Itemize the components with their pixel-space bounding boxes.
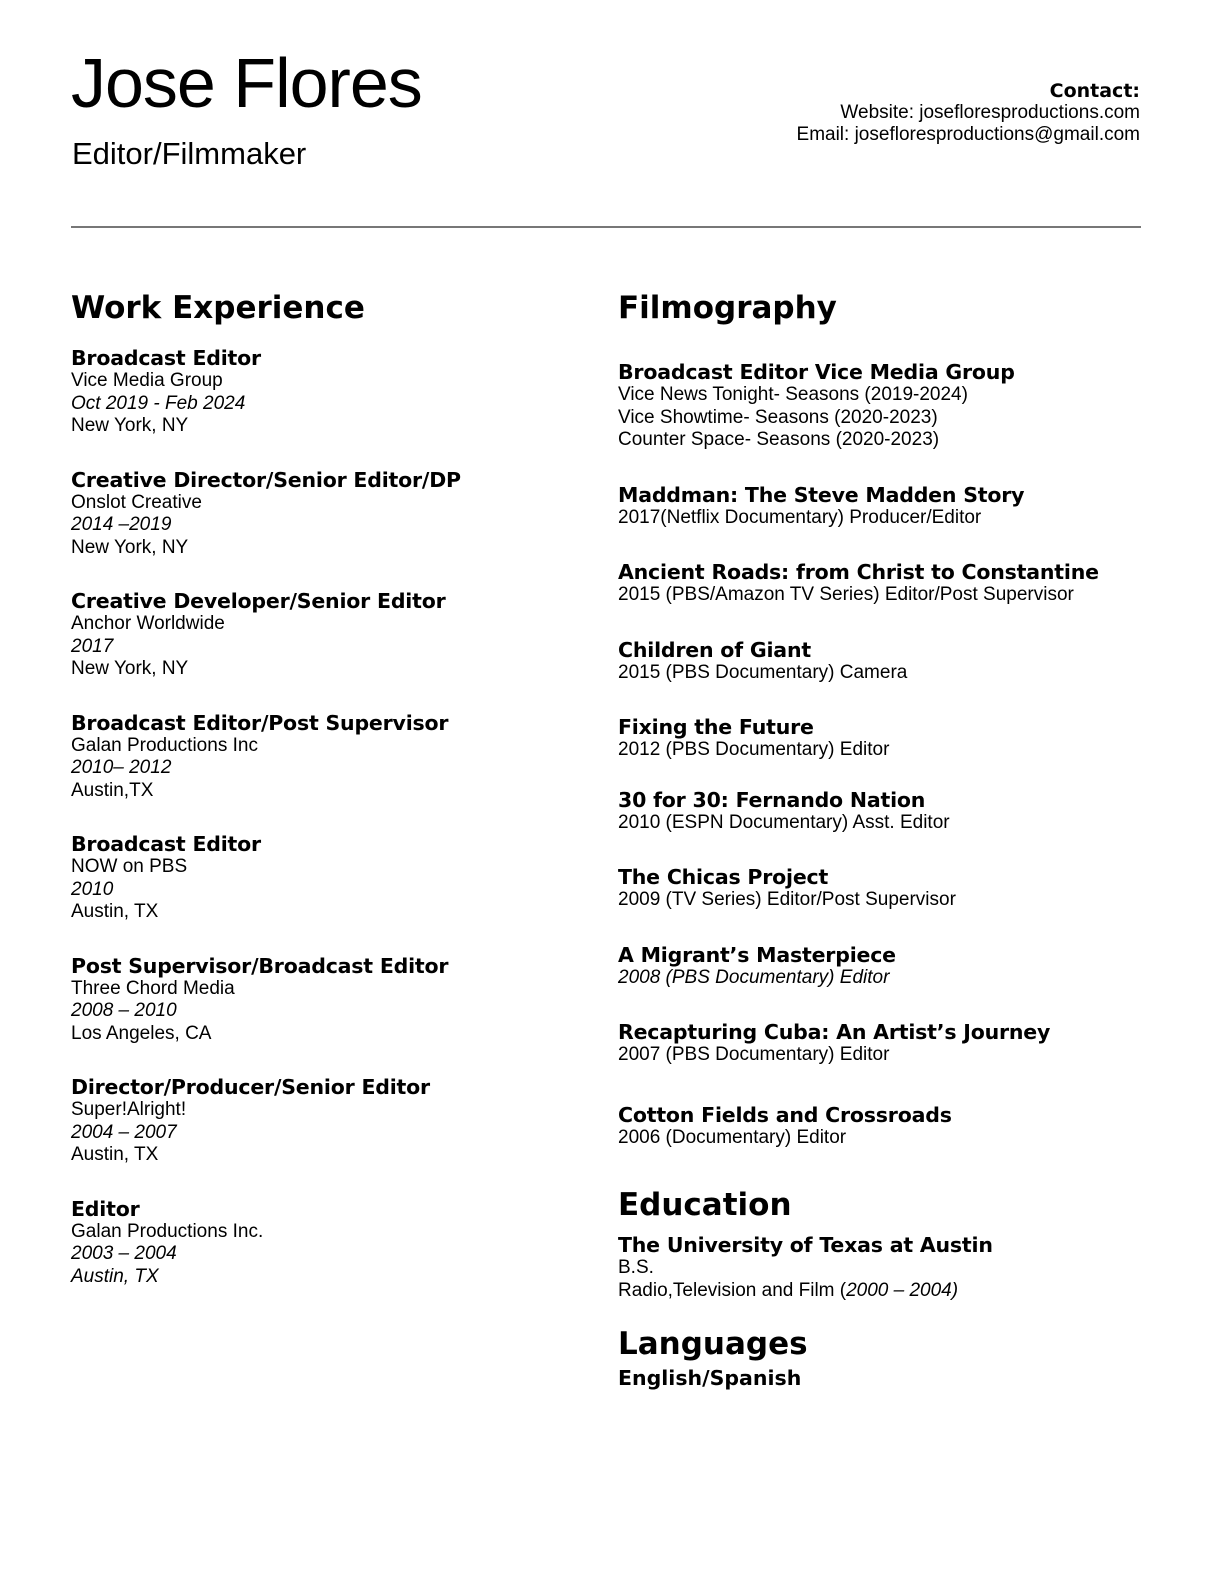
work-location: Austin, TX [71,901,159,922]
film-detail: 2015 (PBS/Amazon TV Series) Editor/Post Supervisor [618,584,1074,605]
filmography-section [618,290,1178,1390]
work-dates: 2008 – 2010 [71,1000,177,1021]
film-title: Recapturing Cuba: An Artist’s Journey [618,1020,1051,1044]
film-entry [618,788,1178,835]
film-title: Children of Giant [618,637,811,662]
work-location: Austin, TX [71,1144,159,1165]
work-company: Three Chord Media [71,977,235,999]
work-dates: Oct 2019 - Feb 2024 [71,392,246,414]
work-entry [71,1075,571,1167]
languages-value: English/Spanish [618,1366,802,1390]
work-role: Post Supervisor/Broadcast Editor [71,953,449,978]
film-detail: 2012 (PBS Documentary) Editor [618,739,890,760]
film-detail: 2015 (PBS Documentary) Camera [618,661,908,683]
work-role: Broadcast Editor [71,346,261,370]
film-detail: 2008 (PBS Documentary) Editor [618,966,890,988]
film-entry [618,483,1178,530]
work-dates: 2004 – 2007 [71,1121,177,1143]
work-entry [71,346,571,438]
education-years: 2000 – 2004) [846,1279,959,1301]
work-location: Austin,TX [71,779,154,801]
work-experience-heading: Work Experience [71,290,365,326]
film-title: Fixing the Future [618,715,814,739]
work-role: Director/Producer/Senior Editor [71,1075,430,1099]
work-location: Los Angeles, CA [71,1022,212,1044]
work-role: Broadcast Editor/Post Supervisor [71,710,449,735]
work-company: Vice Media Group [71,370,223,391]
film-entry [618,715,1178,762]
film-entry [618,865,1178,912]
work-entry [71,711,571,803]
school-name: The University of Texas at Austin [618,1233,993,1257]
languages-heading: Languages [618,1326,808,1362]
work-company: Galan Productions Inc [71,734,258,756]
film-detail: Vice News Tonight- Seasons (2019-2024) [618,384,968,405]
website-line: Website: josefloresproductions.com [840,102,1140,123]
work-dates: 2014 –2019 [71,514,172,535]
work-entry [71,468,571,560]
work-experience-section [71,290,571,1288]
field-name: Radio,Television and Film ( [618,1279,847,1301]
work-role: Creative Developer/Senior Editor [71,589,446,613]
film-detail: 2017(Netflix Documentary) Producer/Editor [618,506,982,528]
film-title: Ancient Roads: from Christ to Constantine [618,560,1099,584]
work-company: Super!Alright! [71,1099,187,1120]
film-entry [618,560,1178,607]
work-role: Broadcast Editor [71,832,261,856]
work-dates: 2003 – 2004 [71,1243,177,1264]
film-entry [618,1020,1178,1067]
work-location: New York, NY [71,536,189,558]
film-detail: 2009 (TV Series) Editor/Post Supervisor [618,889,956,910]
education-entry [618,1233,1178,1302]
work-role: Creative Director/Senior Editor/DP [71,467,461,492]
film-entry [618,360,1178,452]
work-entry [71,589,571,681]
film-entry [618,1103,1178,1150]
film-detail: Vice Showtime- Seasons (2020-2023) [618,406,938,428]
film-title: The Chicas Project [618,865,829,889]
filmography-heading: Filmography [618,290,837,326]
header-divider [71,226,1141,228]
work-location: New York, NY [71,415,189,436]
work-dates: 2017 [71,635,114,657]
film-title: Maddman: The Steve Madden Story [618,482,1025,507]
job-title: Editor/Filmmaker [72,136,307,171]
film-entry [618,943,1178,990]
film-detail: 2010 (ESPN Documentary) Asst. Editor [618,811,950,833]
work-location: Austin, TX [71,1265,159,1287]
film-title: Cotton Fields and Crossroads [618,1102,952,1127]
field-of-study [618,1280,1178,1303]
contact-block [797,80,1140,146]
film-detail: 2007 (PBS Documentary) Editor [618,1044,890,1065]
work-entry [71,1197,571,1289]
work-location: New York, NY [71,658,189,679]
work-entry [71,832,571,924]
work-company: Galan Productions Inc. [71,1220,264,1242]
contact-label: Contact: [1049,80,1140,102]
email-line: Email: josefloresproductions@gmail.com [796,124,1140,145]
film-detail: Counter Space- Seasons (2020-2023) [618,429,940,450]
work-company: NOW on PBS [71,856,188,877]
film-title: A Migrant’s Masterpiece [618,942,896,967]
film-title: 30 for 30: Fernando Nation [618,787,926,812]
film-entry [618,638,1178,685]
degree: B.S. [618,1257,654,1278]
name-heading: Jose Flores [71,44,422,122]
work-dates: 2010 [71,878,114,900]
work-company: Anchor Worldwide [71,613,225,634]
film-title: Broadcast Editor Vice Media Group [618,360,1015,384]
film-detail: 2006 (Documentary) Editor [618,1126,847,1148]
work-dates: 2010– 2012 [71,757,172,778]
work-role: Editor [71,1196,140,1221]
work-entry [71,954,571,1046]
work-company: Onslot Creative [71,491,202,513]
education-heading: Education [618,1187,792,1223]
